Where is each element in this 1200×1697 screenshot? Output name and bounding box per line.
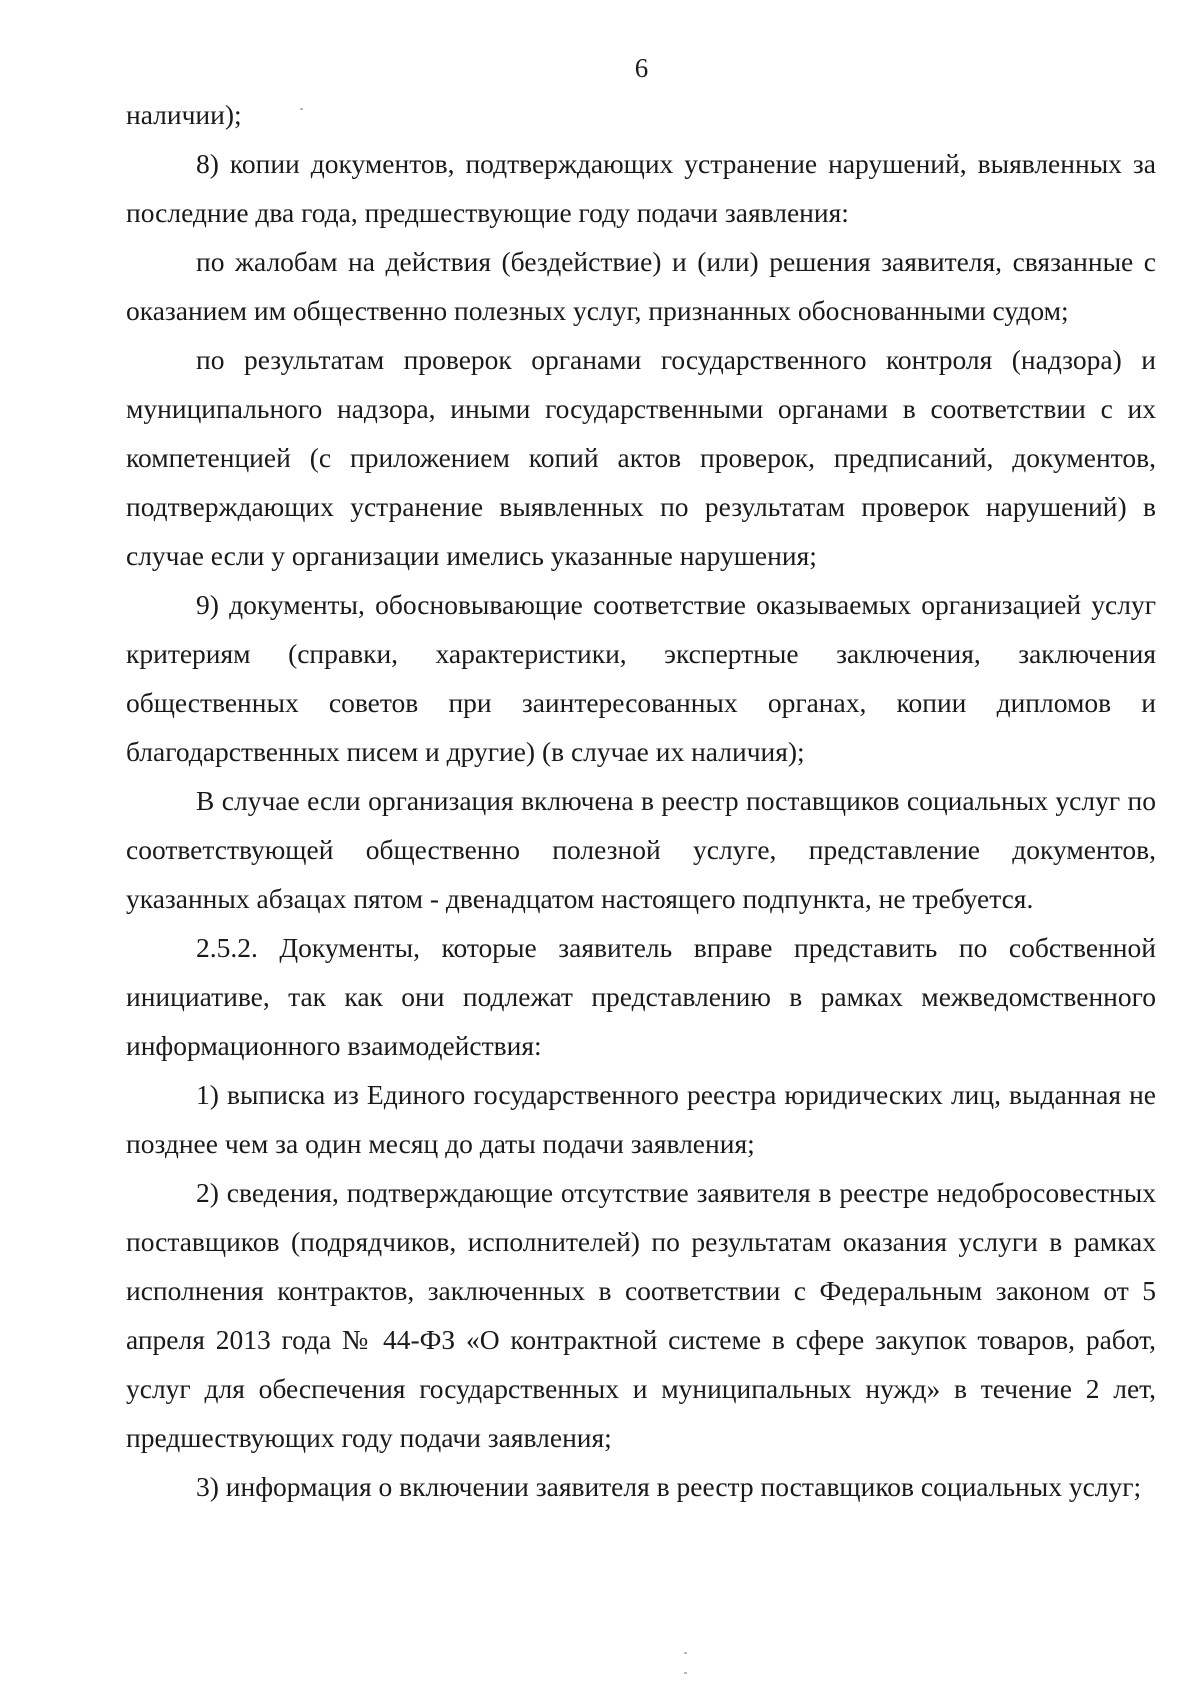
scan-speck: [684, 1652, 687, 1654]
paragraph-inspections: по результатам проверок органами государственного контроля (надзора) и муниципального надзора, иными государственными органами в соответствии с их компетенцией (с приложением копий актов проверок, предписаний, документов, подтверждающих устранение выявленных по результатам проверок нарушений) в случае если у организации имелись указанные нарушения;: [126, 344, 1156, 571]
paragraph-item-8: 8) копии документов, подтверждающих устранение нарушений, выявленных за последние два года, предшествующие году подачи заявления:: [126, 148, 1156, 228]
paragraph-item-2: 2) сведения, подтверждающие отсутствие заявителя в реестре недобросовестных поставщиков (подрядчиков, исполнителей) по результатам оказания услуги в рамках исполнения контрактов, заключенных в соответствии с Федеральным законом от 5 апреля 2013 года № 44-ФЗ «О контрактной системе в сфере закупок товаров, работ, услуг для обеспечения государственных и муниципальных нужд» в течение 2 лет, предшествующих году подачи заявления;: [126, 1177, 1156, 1453]
paragraph-item-9: 9) документы, обосновывающие соответствие оказываемых организацией услуг критериям (справки, характеристики, экспертные заключения, заключения общественных советов при заинтересованных органах, копии дипломов и благодарственных писем и другие) (в случае их наличия);: [126, 589, 1156, 767]
paragraph-item-1: 1) выписка из Единого государственного реестра юридических лиц, выданная не позднее чем за один месяц до даты подачи заявления;: [126, 1079, 1156, 1159]
paragraph-item-3: 3) информация о включении заявителя в реестр поставщиков социальных услуг;: [196, 1471, 1142, 1502]
paragraph-section-2-5-2: 2.5.2. Документы, которые заявитель вправе представить по собственной инициативе, так как они подлежат представлению в рамках межведомственного информационного взаимодействия:: [126, 932, 1156, 1061]
scan-speck: [300, 108, 303, 110]
paragraph-complaints: по жалобам на действия (бездействие) и (или) решения заявителя, связанные с оказанием им общественно полезных услуг, признанных обоснованными судом;: [126, 246, 1156, 326]
document-body: [126, 90, 1156, 1511]
scan-speck: [684, 1672, 687, 1674]
paragraph-registry-exemption: В случае если организация включена в реестр поставщиков социальных услуг по соответствующей общественно полезной услуге, представление документов, указанных абзацах пятом - двенадцатом настоящего подпункта, не требуется.: [126, 785, 1156, 914]
paragraph-continuation: наличии);: [126, 99, 242, 130]
page-number: 6: [634, 53, 649, 83]
